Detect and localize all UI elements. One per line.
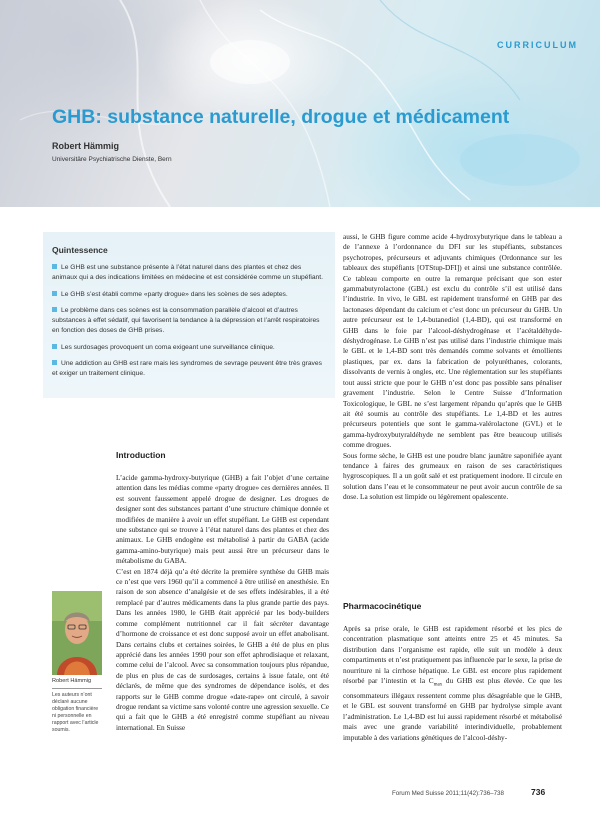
author-affiliation: Universitäre Psychiatrische Dienste, Bern — [52, 156, 172, 163]
quintessence-list — [52, 263, 327, 380]
bullet-square-icon — [52, 291, 57, 296]
paragraph: Sous forme sèche, le GHB est une poudre blanc jaunâtre saponifiée ayant tendance à faires des grumeaux en raison de ses caractéristiques hygroscopiques. Il a un goût salé et est pratiquement inodore. Il circule en solution dans l’eau et le consommateur ne peut avoir aucun contrôle de sa dose. La solution est limpide ou légèrement opalescente. — [343, 450, 562, 502]
banner-art — [0, 0, 600, 207]
quintessence-item: Le problème dans ces scènes est la consommation parallèle d’alcool et d’autres substances à effet sédatif, qui favorisent la tendance à la dépression et l’arrêt respiratoires en fonction des doses de GHB prises. — [52, 306, 320, 335]
quintessence-box — [43, 232, 335, 398]
pharmacokinetics-heading: Pharmacocinétique — [343, 601, 422, 611]
paragraph: C’est en 1874 déjà qu’a été décrite la première synthèse du GHB mais ce n’est que vers 1960 qu’il a commencé à être utilisé en anesthésie. En raison de son absence d’analgésie et de ses effets indésirables, il a été remplacé par d’autres médicaments dans la plus grande partie des pays. Dans les années 1980, le GHB était apprécié par les body-builders comme complément nutritionnel car il fait sécréter davantage d’hormone de croissance et est donc supposé avoir un effet anabolisant. Dans certains clubs et certaines soirées, le GHB a été de plus en plus apprécié dans les années 1990 pour son effet aphrodisiaque et relaxant, comme celui de l’alcool. Avec sa consommation toujours plus répandue, de plus en plus de cas de surdosages, certains à issue fatale, ont été déclarés, de même que des syndromes de dépendance isolés, et des rapports sur le GHB comme drogue «date-rape» ont circulé, à savoir drogue rendant sa victime sans volonté contre une agression sexuelle. Ce qui a fait que le GHB a été enregistré comme stupéfiant au niveau international. En Suisse — [116, 566, 329, 732]
article-title: GHB: substance naturelle, drogue et médicament — [52, 106, 510, 128]
quintessence-item: Le GHB s’est établi comme «party drogue» dans les scènes de ses adeptes. — [52, 290, 327, 300]
introduction-body — [116, 473, 329, 733]
page-number: 736 — [531, 787, 546, 797]
photo-caption: Robert Hämmig — [52, 678, 92, 684]
paragraph: aussi, le GHB figure comme acide 4-hydroxybutyrique dans le tableau a de l’annexe à l’ordonnance du DFI sur les stupéfiants, substances psychotropes, précurseurs et adjuvants chimiques (Ordonnance sur les tableaux des stupéfiants [OTStup-DFI]) et ainsi une substance contrôlée. Ce tableau comporte en outre la remarque précisant que son ester gammabutyrolactone (GBL) est exclu du contrôle s’il est utilisé dans l’industrie. In vivo, le GBL est rapidement transformé en GHB par des lactonases dépendant du calcium et c’est donc un précurseur du GHB. Un autre précurseur est le 1,4-butanediol (1,4-BD), qui est transformé en GHB dans le foie par l’alcool-déshydrogénase et l’acétaldéhyde-déshydrogénase. Le GHB n’est pas utilisé dans l’industrie chimique mais le GBL et le 1,4-BD sont très demandés comme solvants et émollients plastiques, par ex. dans la fabrication de polyuréthanes, colorants, dissolvants de vernis à ongles, etc. Une réglementation sur les stupéfiants tout aussi stricte que pour le GHB n’est donc pas possible sans pénaliser gravement l’industrie. Selon le Centre Suisse d’Information Toxicologique, le GBL ne s’est largement répandu qu’après que le GHB ait été soumis au contrôle des stupéfiants. Le 1,4-BD et les autres précurseurs potentiels que sont le gamma-valérolactone (GVL) et le gamma-hydroxybutyraldéhyde ne semblent pas être beaucoup utilisés comme drogues. — [343, 232, 562, 450]
pharmacokinetics-body — [343, 624, 562, 743]
bullet-square-icon — [52, 264, 57, 269]
paragraph: L’acide gamma-hydroxy-butyrique (GHB) a fait l’objet d’une certaine attention dans les médias comme «party drogue» ces dernières années. Il est souvent faussement appelé drogue de designer. Les drogues de designer sont des substances partant d’une structure chimique donnée et modifiées de manière à avoir un effet stupéfiant. Le GHB est cependant une substance qui se trouve à l’état naturel dans des plantes et chez des animaux. Le GHB endogène est métabolisé à partir du GABA (acide gamma-amino-butyrique) mais peut aussi être un précurseur dans le métabolisme du GABA. — [116, 473, 329, 566]
paragraph: Après sa prise orale, le GHB est rapidement résorbé et les pics de concentration plasmatique sont atteints entre 25 et 45 minutes. Sa distribution dans l’organisme est rapide, elle suit un modèle à deux compartiments et n’est pratiquement pas influencée par le sexe, la prise de nourriture ni la cirrhose hépatique. Le GBL est encore plus rapidement résorbé par l’intestin et la $C_{max}$ du GHB est plus élevée. Ce que les consommateurs illégaux ressentent comme plus désagréable que le GHB, et le GBL est souvent transformé en GHB par hydrolyse simple avant l’administration. Le 1,4-BD est lui aussi rapidement résorbé et métabolisé mais avec une grande variabilité interindividuelle, probablement imputable à des variations génétiques de l’alcool-déshy- — [343, 624, 562, 742]
author-name: Robert Hämmig — [52, 141, 120, 151]
quintessence-item: Une addiction au GHB est rare mais les syndromes de sevrage peuvent être très graves et exiger un traitement clinique. — [52, 360, 322, 378]
disclosure-note: Les auteurs n’ont déclaré aucune obligation financière ni personnelle en rapport avec l’article soumis. — [52, 692, 99, 733]
footer-citation: Forum Med Suisse 2011;11(42):736–738 — [392, 790, 504, 797]
header-banner — [0, 0, 600, 207]
quintessence-item: Les surdosages provoquent un coma exigeant une surveillance clinique. — [52, 343, 327, 353]
bullet-square-icon — [52, 360, 57, 365]
subscript-max: max — [433, 682, 443, 688]
author-photo — [52, 591, 102, 675]
bullet-square-icon — [52, 307, 57, 312]
column-2-body — [343, 232, 562, 503]
author-portrait-icon — [52, 591, 102, 675]
quintessence-item: Le GHB est une substance présente à l’état naturel dans des plantes et chez des animaux qui a des indications limitées en médecine et est considérée comme un stupéfiant. — [52, 264, 323, 282]
section-label: CURRICULUM — [497, 40, 578, 50]
quintessence-heading: Quintessence — [52, 245, 108, 255]
note-divider — [52, 688, 102, 689]
introduction-heading: Introduction — [116, 450, 166, 460]
bullet-square-icon — [52, 344, 57, 349]
